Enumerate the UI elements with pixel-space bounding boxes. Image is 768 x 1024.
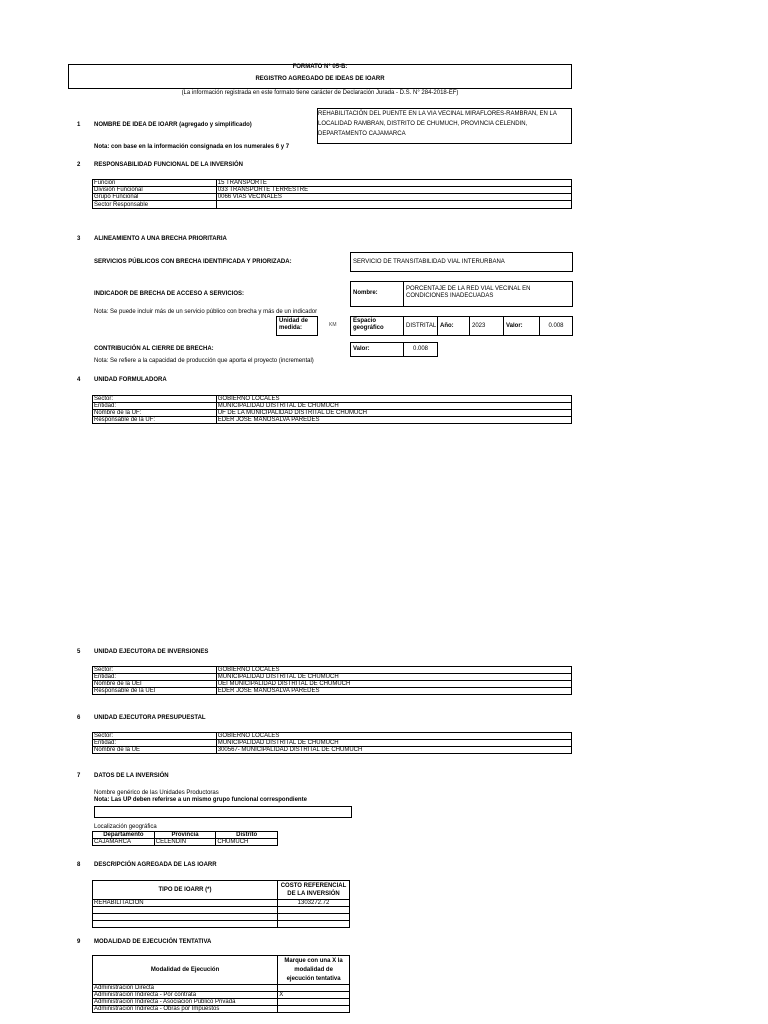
geo-space-label-line-2: geográfico xyxy=(353,325,384,331)
table-row xyxy=(93,832,278,839)
section-6-title: UNIDAD EJECUTORA PRESUPUESTAL xyxy=(94,715,206,721)
ioarr-description-table xyxy=(92,880,350,928)
section-1-number: 1 xyxy=(77,122,81,128)
year-label-cell xyxy=(437,316,470,336)
location-table xyxy=(92,831,278,846)
section-7-note: Nota: Las UP deben referirse a un mismo grupo funcional correspondiente xyxy=(94,797,307,803)
idea-name-line-3: DEPARTAMENTO CAJAMARCA xyxy=(318,131,406,137)
indicator-label: INDICADOR DE BRECHA DE ACCESO A SERVICIOS: xyxy=(94,291,245,297)
section-3-note-2: Nota: Se refiere a la capacidad de producción que aporta el proyecto (incremental) xyxy=(94,358,314,364)
table-row: Responsable de la UF: EDER JOSE MANOSALVA PAREDES xyxy=(93,417,572,424)
mark-header-line-2: modalidad de xyxy=(294,966,333,973)
form-title: REGISTRO AGREGADO DE IDEAS DE IOARR xyxy=(255,76,385,82)
table-row: REHABILITACION 1303272.72 xyxy=(93,900,350,907)
format-number: FORMATO N° 05-B: xyxy=(292,64,348,70)
section-5-title: UNIDAD EJECUTORA DE INVERSIONES xyxy=(94,649,209,655)
table-row: División Funcional 033 TRANSPORTE TERRESTRE xyxy=(93,187,572,194)
department-value: CAJAMARCA xyxy=(93,839,155,846)
modality-mark-cell[interactable] xyxy=(278,1006,350,1013)
section-4-number: 4 xyxy=(77,377,81,383)
section-6-number: 6 xyxy=(77,715,81,721)
cost-header-line-1: COSTO REFERENCIAL xyxy=(280,883,347,889)
table-row: Grupo Funcional 0066 VIAS VECINALES xyxy=(93,194,572,201)
indicator-name-line-1: PORCENTAJE DE LA RED VIAL VECINAL EN xyxy=(406,286,531,292)
table-row: Nombre de la UEI UEI MUNICIPALIDAD DISTRITAL DE CHUMUCH xyxy=(93,681,572,688)
table-row: Administración Indirecta - Asociación Público Privada xyxy=(93,999,350,1006)
indicator-name-label-cell xyxy=(350,281,404,307)
section-7-number: 7 xyxy=(77,773,81,779)
table-row: Nombre de la UE 300567- MUNICIPALIDAD DISTRITAL DE CHUMUCH xyxy=(93,747,572,754)
mark-header-line-3: ejecución tentativa xyxy=(286,975,341,982)
budget-unit-table xyxy=(92,732,572,754)
unit-value: KM xyxy=(329,322,337,328)
formulating-unit-table xyxy=(92,395,572,424)
table-row: Nombre de la UF: UF DE LA MUNICIPALIDAD DISTRITAL DE CHUMUCH xyxy=(93,410,572,417)
district-value: CHUMUCH xyxy=(216,839,278,846)
functional-responsibility-table xyxy=(92,179,572,209)
table-row xyxy=(93,839,278,846)
services-field[interactable] xyxy=(350,252,573,272)
geo-space-field[interactable] xyxy=(403,316,438,336)
year-label: Año: xyxy=(440,323,454,329)
table-row xyxy=(93,956,350,985)
unit-label-line-2: medida: xyxy=(279,325,303,331)
cost-header-line-2: DE LA INVERSIÓN xyxy=(287,891,340,897)
services-value: SERVICIO DE TRANSITABILIDAD VIAL INTERURBANA xyxy=(353,259,505,265)
executing-unit-table xyxy=(92,666,572,695)
value-label-cell xyxy=(503,316,540,336)
section-3-note-1: Nota: Se puede incluir más de un servicio público con brecha y más de un indicador xyxy=(94,309,318,315)
year-field[interactable] xyxy=(469,316,504,336)
section-8-number: 8 xyxy=(77,862,81,868)
generic-name-label: Nombre genérico de las Unidades Productoras xyxy=(94,790,219,796)
table-row: Administración Indirecta - Obras por Impuestos xyxy=(93,1006,350,1013)
table-row: Responsable de la UEI EDER JOSE MANOSALVA PAREDES xyxy=(93,688,572,695)
execution-modality-table xyxy=(92,955,350,1013)
section-5-number: 5 xyxy=(77,649,81,655)
indicator-name-field[interactable] xyxy=(403,281,573,307)
unit-label-cell xyxy=(276,316,318,336)
unit-label-line-1: Unidad de xyxy=(279,318,309,324)
province-header: Provincia xyxy=(154,832,216,839)
district-header: Distrito xyxy=(216,832,278,839)
table-row xyxy=(93,881,350,900)
table-row: Administración Indirecta - Por contrata X xyxy=(93,992,350,999)
form-subtitle: (La información registrada en este formato tiene carácter de Declaración Jurada - D.S. N° 284-2018-EF) xyxy=(181,90,459,96)
mark-header-line-1: Marque con una X la xyxy=(284,957,343,964)
ioarr-type-header: TIPO DE IOARR (*) xyxy=(93,881,278,900)
contribution-value-label-cell xyxy=(350,342,404,357)
province-value: CELENDIN xyxy=(154,839,216,846)
section-3-number: 3 xyxy=(77,236,81,242)
contribution-label: CONTRIBUCIÓN AL CIERRE DE BRECHA: xyxy=(94,346,214,352)
table-row xyxy=(93,907,350,914)
services-label: SERVICIOS PÚBLICOS CON BRECHA IDENTIFICADA Y PRIORIZADA: xyxy=(94,259,292,265)
value-value: 0.008 xyxy=(548,323,564,329)
modality-header: Modalidad de Ejecución xyxy=(93,956,278,985)
table-row: Entidad: MUNICIPALIDAD DISTRITAL DE CHUMUCH xyxy=(93,674,572,681)
geo-space-label-cell xyxy=(350,316,404,336)
table-row: Sector: GOBIERNO LOCALES xyxy=(93,733,572,740)
table-row: Sector: GOBIERNO LOCALES xyxy=(93,396,572,403)
contribution-value-label: Valor: xyxy=(353,346,370,352)
section-3-title: ALINEAMIENTO A UNA BRECHA PRIORITARIA xyxy=(94,236,227,242)
table-row xyxy=(93,921,350,928)
section-9-number: 9 xyxy=(77,939,81,945)
value-field[interactable] xyxy=(539,316,573,336)
table-row: Entidad: MUNICIPALIDAD DISTRITAL DE CHUMUCH xyxy=(93,740,572,747)
value-label: Valor: xyxy=(506,323,523,329)
year-value: 2023 xyxy=(472,323,486,329)
department-header: Departamento xyxy=(93,832,155,839)
generic-name-field[interactable] xyxy=(94,806,352,818)
location-label: Localización geográfica xyxy=(94,824,157,830)
modality-mark-cell[interactable] xyxy=(278,999,350,1006)
section-8-title: DESCRIPCIÓN AGREGADA DE LAS IOARR xyxy=(94,862,217,868)
indicator-name-label: Nombre: xyxy=(353,290,378,296)
section-7-title: DATOS DE LA INVERSIÓN xyxy=(94,773,169,779)
indicator-name-line-2: CONDICIONES INADECUADAS xyxy=(406,293,494,299)
section-2-title: RESPONSABILIDAD FUNCIONAL DE LA INVERSIÓN xyxy=(94,162,244,168)
geo-space-value: DISTRITAL xyxy=(406,323,437,329)
contribution-value-field[interactable] xyxy=(403,342,438,357)
table-row xyxy=(93,914,350,921)
table-row: Sector: GOBIERNO LOCALES xyxy=(93,667,572,674)
mark-header xyxy=(278,956,350,985)
table-row: Entidad: MUNICIPALIDAD DISTRITAL DE CHUMUCH xyxy=(93,403,572,410)
section-4-title: UNIDAD FORMULADORA xyxy=(94,377,167,383)
table-row: Sector Responsable xyxy=(93,201,572,209)
cost-header xyxy=(278,881,350,900)
section-1-note: Nota: con base en la información consignada en los numerales 6 y 7 xyxy=(94,144,290,150)
idea-name-line-1: REHABILITACIÓN DEL PUENTE EN LA VIA VECINAL MIRAFLORES-RAMBRAN, EN LA xyxy=(318,111,557,117)
geo-space-label-line-1: Espacio xyxy=(353,318,377,324)
modality-mark-cell[interactable] xyxy=(278,985,350,992)
table-row: Administración Directa xyxy=(93,985,350,992)
section-9-title: MODALIDAD DE EJECUCIÓN TENTATIVA xyxy=(94,939,212,945)
contribution-value: 0.008 xyxy=(412,346,428,352)
idea-name-line-2: LOCALIDAD RAMBRAN, DISTRITO DE CHUMUCH, PROVINCIA CELENDIN, xyxy=(318,121,528,127)
table-row: Función 15 TRANSPORTE xyxy=(93,180,572,187)
modality-mark-cell[interactable]: X xyxy=(278,992,350,999)
section-1-title: NOMBRE DE IDEA DE IOARR (agregado y simplificado) xyxy=(94,122,252,128)
section-2-number: 2 xyxy=(77,162,81,168)
